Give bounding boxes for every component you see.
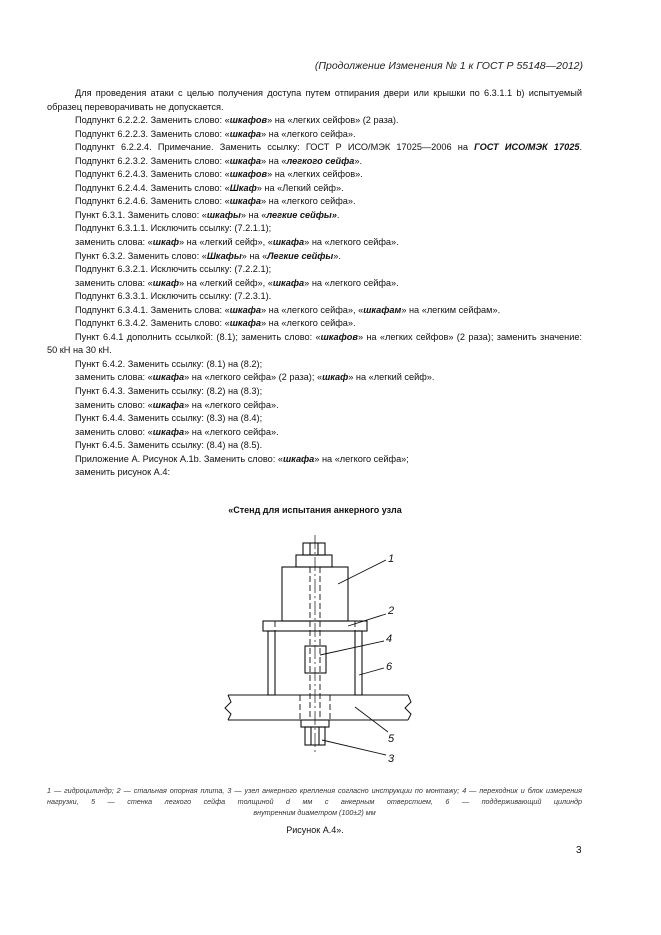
emphasized-term: шкафа <box>229 304 262 315</box>
text-run: » на «легкого сейфа». <box>304 237 399 248</box>
figure-name: Рисунок А.4». <box>286 825 344 835</box>
page-number: 3 <box>576 845 582 856</box>
leader-1 <box>338 560 386 584</box>
emphasized-term: легкие сейфы» <box>266 209 337 220</box>
text-run: » на «легким сейфам». <box>401 304 501 315</box>
text-run: Подпункт 6.2.4.3. Заменить слово: « <box>75 169 230 180</box>
text-run: Подпункт 6.3.1.1. Исключить ссылку: (7.2.1.1); <box>75 223 272 234</box>
text-run: » на «легкий сейф». <box>348 372 435 383</box>
text-run: Пункт 6.4.5. Заменить ссылку: (8.4) на (8.5). <box>75 440 263 451</box>
emphasized-term: шкафа <box>229 196 262 207</box>
text-run: » на «легкий сейф», « <box>178 277 273 288</box>
text-run: . <box>579 142 582 153</box>
text-run: Пункт 6.4.3. Заменить ссылку: (8.2) на (8.3); <box>75 386 263 397</box>
emphasized-term: шкафа <box>229 155 262 166</box>
text-run: ». <box>354 155 362 166</box>
wall-break-right <box>405 695 411 720</box>
text-run: Подпункт 6.3.4.2. Заменить слово: « <box>75 318 230 329</box>
text-run: » на «легкого сейфа», « <box>261 304 364 315</box>
text-run: Подпункт 6.2.2.3. Заменить слово: « <box>75 128 230 139</box>
text-run: Подпункт 6.2.2.4. Примечание. Заменить ссылку: ГОСТ Р ИСО/МЭК 17025—2006 на <box>75 142 475 153</box>
text-run: » на «легкого сейфа». <box>184 399 279 410</box>
text-run: Пункт 6.4.2. Заменить ссылку: (8.1) на (8.2); <box>75 358 263 369</box>
text-run: Подпункт 6.3.3.1. Исключить ссылку: (7.2.3.1). <box>75 291 272 302</box>
text-run: заменить слово: « <box>75 426 153 437</box>
top-nut <box>303 543 325 555</box>
text-run: Пункт 6.4.1 дополнить ссылкой: (8.1); заменить слово: « <box>75 331 321 342</box>
text-run: » на «легкого сейфа». <box>261 318 356 329</box>
emphasized-term: шкафы <box>206 209 241 220</box>
text-run: Подпункт 6.2.4.6. Заменить слово: « <box>75 196 230 207</box>
label-6: 6 <box>386 661 393 673</box>
text-run: Приложение А. Рисунок А.1b. Заменить слово: « <box>75 453 283 464</box>
emphasized-term: шкафа <box>229 128 262 139</box>
emphasized-term: Шкафы <box>206 250 242 261</box>
emphasized-term: шкафа <box>283 453 315 464</box>
emphasized-term: шкафа <box>272 277 305 288</box>
top-washer <box>296 555 332 567</box>
text-run: Пункт 6.3.2. Заменить слово: « <box>75 250 207 261</box>
label-1: 1 <box>388 553 395 565</box>
text-run: заменить слова: « <box>75 237 153 248</box>
text-run: » на « <box>241 250 268 261</box>
text-run: заменить слово: « <box>75 399 153 410</box>
text-run: » на «легкого сейфа»; <box>314 453 409 464</box>
text-run: » на «легкого сейфа». <box>184 426 279 437</box>
emphasized-term: легкого сейфа <box>286 155 355 166</box>
text-run: Подпункт 6.2.2.2. Заменить слово: « <box>75 115 230 126</box>
emphasized-term: шкафа <box>152 372 185 383</box>
label-3: 3 <box>388 753 395 765</box>
support-cylinder-wall-right <box>355 631 362 695</box>
text-run: заменить слова: « <box>75 372 153 383</box>
text-run: » на «легкий сейф», « <box>178 237 273 248</box>
text-run: Подпункт 6.2.3.2. Заменить слово: « <box>75 155 230 166</box>
text-run: заменить рисунок А.4: <box>75 467 171 478</box>
text-run: » на « <box>261 155 287 166</box>
emphasized-term: шкафа <box>229 318 262 329</box>
text-run: » на «легкого сейфа» (2 раза); « <box>184 372 323 383</box>
emphasized-term: шкафов <box>229 169 268 180</box>
text-run: Пункт 6.4.4. Заменить ссылку: (8.3) на (8.4); <box>75 413 263 424</box>
text-run: . <box>336 209 340 220</box>
text-run: » на «легкого сейфа». <box>304 277 399 288</box>
text-run: Подпункт 6.3.2.1. Исключить ссылку: (7.2.2.1); <box>75 264 272 275</box>
text-run: Пункт 6.3.1. Заменить слово: « <box>75 209 207 220</box>
emphasized-term: шкафа <box>152 399 185 410</box>
emphasized-term: шкафов <box>229 115 268 126</box>
emphasized-term: шкафам <box>363 304 402 315</box>
label-2: 2 <box>388 605 395 617</box>
leader-4 <box>320 641 384 655</box>
leader-6 <box>359 668 384 675</box>
emphasized-term: шкаф <box>152 237 179 248</box>
text-run: Подпункт 6.2.4.4. Заменить слово: « <box>75 182 230 193</box>
caption-line-2: внутренним диаметром (100±2) мм <box>253 808 376 818</box>
text-run: » на «легкого сейфа». <box>261 128 356 139</box>
emphasized-term: шкафов <box>320 331 358 342</box>
caption-line-1: 1 — гидроцилиндр; 2 — стальная опорная плита, 3 — узел анкерного крепления согласно инструкции по монтажу; 4 — переходник и блок измерения нагрузки, 5 — стенка легкого сейфа толщиной d мм с анкерным отверстием, 6 — поддерживающий цилиндр <box>47 786 582 807</box>
text-run: » на « <box>240 209 267 220</box>
figure-title-text: «Стенд для испытания анкерного узла <box>228 505 402 515</box>
page-header: (Продолжение Изменения № 1 к ГОСТ Р 55148—2012) <box>314 60 583 72</box>
emphasized-term: шкафа <box>272 237 305 248</box>
text-run: » на «Легкий сейф». <box>256 182 344 193</box>
figure-caption <box>47 785 582 819</box>
text-run: ». <box>333 250 341 261</box>
text-run: » на «легких сейфов» (2 раза); заменить значение: 50 кН на 30 кН. <box>47 331 582 356</box>
emphasized-term: Легкие сейфы <box>267 250 334 261</box>
emphasized-term: шкаф <box>322 372 349 383</box>
emphasized-term: шкаф <box>152 277 179 288</box>
leader-3 <box>322 740 386 755</box>
text-run: Для проведения атаки с целью получения доступа путем отпирания двери или крышки по 6.3.1.1 b) испытуемый образец переворачивать не допускается. <box>47 88 582 112</box>
text-run: заменить слова: « <box>75 277 153 288</box>
text-run: » на «легких сейфов» (2 раза). <box>267 115 399 126</box>
text-run: » на «легких сейфов». <box>267 169 363 180</box>
support-cylinder-wall-left <box>268 631 275 695</box>
emphasized-term: ГОСТ ИСО/МЭК 17025 <box>474 142 580 153</box>
wall-break-left <box>225 695 231 720</box>
text-run: Подпункт 6.3.4.1. Заменить слова: « <box>75 304 230 315</box>
label-5: 5 <box>388 733 395 745</box>
emphasized-term: шкафа <box>152 426 185 437</box>
label-4: 4 <box>386 633 393 645</box>
load-measurement-block <box>305 646 326 673</box>
emphasized-term: Шкаф <box>229 182 257 193</box>
text-run: » на «легкого сейфа». <box>261 196 356 207</box>
